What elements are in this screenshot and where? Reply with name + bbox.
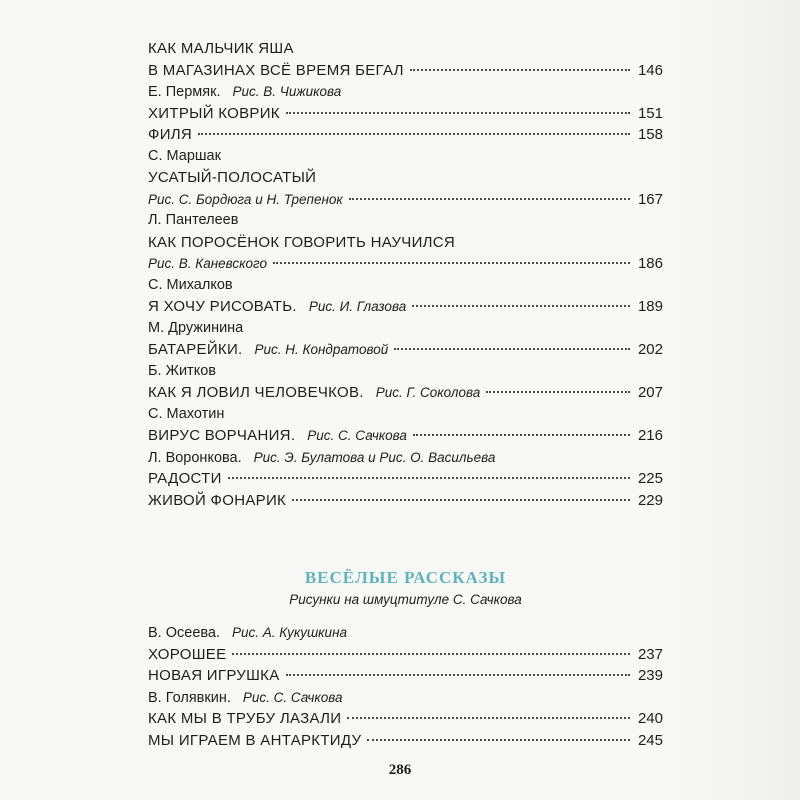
toc-title-line — [148, 38, 663, 60]
page-ref: 186 — [637, 255, 663, 272]
toc-entry — [148, 253, 663, 275]
dot-leader — [410, 69, 630, 71]
section-heading: ВЕСЁЛЫЕ РАССКАЗЫ — [304, 568, 507, 587]
toc-entry — [148, 124, 663, 146]
story-title: ХИТРЫЙ КОВРИК — [148, 104, 280, 122]
author-name: Л. Пантелеев — [148, 212, 239, 228]
toc-entry — [148, 708, 663, 730]
dot-leader — [367, 739, 630, 741]
dot-leader — [394, 348, 630, 350]
toc-entry — [148, 60, 663, 82]
toc-entry — [148, 468, 663, 490]
page-number: 286 — [388, 762, 412, 778]
illustrator-credit: Рис. Э. Булатова и Рис. О. Васильева — [253, 449, 496, 465]
page-ref: 158 — [637, 126, 663, 143]
author-name: С. Михалков — [148, 276, 233, 293]
page-ref: 229 — [637, 491, 663, 509]
story-title: МЫ ИГРАЕМ В АНТАРКТИДУ — [148, 731, 362, 749]
toc-author-line — [148, 81, 663, 103]
page-ref: 216 — [637, 427, 663, 444]
story-title: КАК МЫ В ТРУБУ ЛАЗАЛИ — [148, 710, 342, 727]
dot-leader — [347, 717, 630, 719]
author-name: С. Махотин — [148, 405, 225, 422]
story-title: ВИРУС ВОРЧАНИЯ. — [148, 427, 296, 444]
page-ref: 151 — [637, 104, 663, 122]
toc-author-line — [148, 361, 663, 383]
page-ref: 237 — [637, 645, 663, 663]
story-title: УСАТЫЙ-ПОЛОСАТЫЙ — [148, 169, 317, 186]
dot-leader — [413, 434, 630, 436]
toc-entry — [148, 339, 663, 361]
toc-entry — [148, 644, 663, 666]
page-ref: 202 — [637, 341, 663, 358]
toc-title-line — [148, 167, 663, 189]
dot-leader — [486, 391, 630, 393]
toc-author-line — [148, 447, 663, 469]
author-name: С. Маршак — [148, 147, 221, 164]
illustrator-credit: Рис. Г. Соколова — [375, 385, 481, 400]
table-of-contents — [148, 38, 663, 511]
page-edge-shading — [670, 0, 800, 800]
page-ref: 225 — [637, 470, 663, 487]
toc-entry — [148, 103, 663, 125]
toc-author-line — [148, 404, 663, 426]
toc-author-line — [148, 622, 663, 644]
toc-entry — [148, 425, 663, 447]
toc-author-line — [148, 275, 663, 297]
story-title: Я ХОЧУ РИСОВАТЬ. — [148, 298, 297, 315]
dot-leader — [412, 305, 630, 307]
toc-title-line — [148, 232, 663, 254]
story-title: ФИЛЯ — [148, 126, 193, 143]
illustrator-credit: Рис. С. Сачкова — [242, 689, 343, 705]
illustrator-credit: Рис. В. Чижикова — [232, 84, 342, 99]
dot-leader — [349, 198, 630, 200]
story-title: НОВАЯ ИГРУШКА — [148, 667, 280, 684]
author-name: Л. Воронкова. — [148, 449, 242, 466]
dot-leader — [273, 262, 630, 264]
author-name: В. Осеева. — [148, 625, 221, 641]
toc-author-line — [148, 146, 663, 168]
story-title: ХОРОШЕЕ — [148, 645, 227, 663]
illustrator-credit: Рис. С. Сачкова — [307, 428, 407, 443]
toc-entry — [148, 296, 663, 318]
page-ref: 167 — [637, 190, 663, 208]
illustrator-credit: Рис. В. Каневского — [148, 256, 268, 271]
illustrator-credit: Рис. Н. Кондратовой — [254, 342, 389, 357]
story-title: БАТАРЕЙКИ. — [148, 341, 243, 358]
author-name: Б. Житков — [148, 362, 216, 379]
toc-author-line — [148, 687, 663, 709]
dot-leader — [232, 653, 630, 655]
dot-leader — [198, 133, 630, 135]
toc-entry — [148, 730, 663, 752]
dot-leader — [286, 112, 630, 114]
page-ref: 240 — [637, 710, 663, 727]
story-title: ЖИВОЙ ФОНАРИК — [148, 491, 287, 509]
story-title: КАК ПОРОСЁНОК ГОВОРИТЬ НАУЧИЛСЯ — [148, 233, 456, 251]
dot-leader — [286, 674, 630, 676]
page-ref: 146 — [637, 61, 663, 79]
author-name: В. Голявкин. — [148, 689, 231, 706]
page-ref: 189 — [637, 298, 663, 315]
illustrator-credit: Рис. А. Кукушкина — [232, 625, 348, 640]
illustrator-credit: Рис. И. Глазова — [308, 299, 407, 314]
table-of-contents-section-2 — [148, 622, 663, 751]
toc-author-line — [148, 210, 663, 232]
dot-leader — [292, 499, 630, 501]
section-subtitle: Рисунки на шмуцтитуле С. Сачкова — [289, 592, 522, 607]
author-name: М. Дружинина — [148, 319, 244, 336]
toc-entry — [148, 490, 663, 512]
toc-author-line — [148, 318, 663, 340]
page-ref: 207 — [637, 384, 663, 401]
story-title: В МАГАЗИНАХ ВСЁ ВРЕМЯ БЕГАЛ — [148, 61, 404, 79]
toc-entry — [148, 665, 663, 687]
story-title: КАК Я ЛОВИЛ ЧЕЛОВЕЧКОВ. — [148, 384, 364, 401]
page-ref: 239 — [637, 667, 663, 684]
page-ref: 245 — [637, 731, 663, 749]
story-title: РАДОСТИ — [148, 470, 222, 487]
story-title: КАК МАЛЬЧИК ЯША — [148, 40, 294, 57]
illustrator-credit: Рис. С. Бордюга и Н. Трепенок — [148, 191, 343, 207]
dot-leader — [228, 477, 630, 479]
author-name: Е. Пермяк. — [148, 84, 221, 100]
toc-entry — [148, 189, 663, 211]
toc-entry — [148, 382, 663, 404]
